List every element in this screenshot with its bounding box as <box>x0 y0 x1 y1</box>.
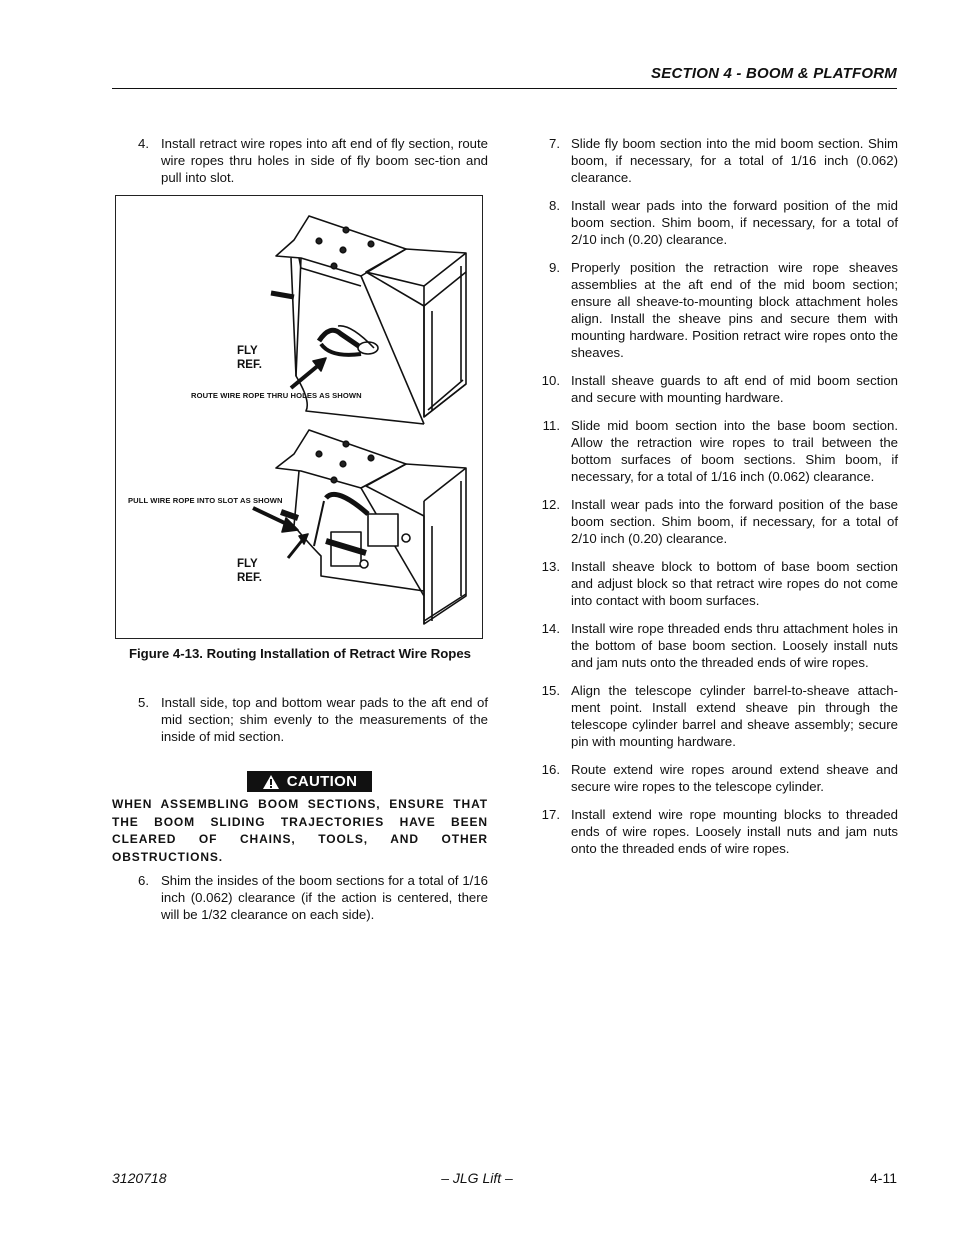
step-number: 10. <box>541 373 560 388</box>
footer-page-number: 4-11 <box>870 1170 897 1186</box>
fly-label-bottom-line1: FLY <box>237 558 258 570</box>
left-column-bottom <box>112 872 488 934</box>
step-text: Install wear pads into the forward position of the base boom section. Shim boom, if necessary, for a total of 2/10 inch (0.20) clearance. <box>571 497 898 546</box>
step-17 <box>530 806 898 857</box>
fly-section-bottom-drawing <box>253 430 466 624</box>
step-9 <box>530 259 898 361</box>
step-10 <box>530 372 898 406</box>
step-number: 17. <box>541 807 560 822</box>
boom-diagram <box>116 196 482 638</box>
fly-label-bottom-line2: REF. <box>237 572 262 584</box>
step-7 <box>530 135 898 186</box>
step-text: Install wire rope threaded ends thru attachment holes in the bottom of base boom section. Loosely install nuts and jam nuts onto the threaded ends of wire ropes. <box>571 621 898 670</box>
step-text: Install extend wire rope mounting blocks to threaded ends of wire ropes. Loosely install nuts and jam nuts onto the threaded ends of wire ropes. <box>571 807 898 856</box>
step-14 <box>530 620 898 671</box>
caution-label: CAUTION <box>286 773 358 790</box>
caution-badge <box>247 771 372 792</box>
step-number: 13. <box>541 559 560 574</box>
section-title: SECTION 4 - BOOM & PLATFORM <box>651 65 897 82</box>
step-number: 9. <box>549 260 560 275</box>
step-5 <box>112 694 488 745</box>
step-text: Slide mid boom section into the base boom section. Allow the retraction wire ropes to trail between the bottom surfaces of boom sections. Shim boom, if necessary, for a total of 1/16 inch (0.062) clearance. <box>571 418 898 484</box>
footer-doc-number: 3120718 <box>112 1170 167 1186</box>
footer-brand: – JLG Lift – <box>441 1170 513 1186</box>
figure-caption: Figure 4-13. Routing Installation of Retract Wire Ropes <box>128 646 472 661</box>
step-text: Route extend wire ropes around extend sheave and secure wire ropes to the telescope cylinder. <box>571 762 898 794</box>
step-12 <box>530 496 898 547</box>
step-number: 7. <box>549 136 560 151</box>
fly-label-top-line1: FLY <box>237 345 258 357</box>
step-8 <box>530 197 898 248</box>
step-text: Slide fly boom section into the mid boom section. Shim boom, if necessary, for a total of 1/16 inch (0.062) clearance. <box>571 136 898 185</box>
step-number: 16. <box>541 762 560 777</box>
step-text: Install retract wire ropes into aft end of fly section, route wire ropes thru holes in side of fly boom sec-tion and pull into slot. <box>161 136 488 185</box>
step-13 <box>530 558 898 609</box>
step-text: Install wear pads into the forward position of the mid boom section. Shim boom, if necessary, for a total of 2/10 inch (0.20) clearance. <box>571 198 898 247</box>
fly-ref-label-bottom <box>237 557 262 585</box>
fly-ref-label-top <box>237 344 262 372</box>
caution-text: WHEN ASSEMBLING BOOM SECTIONS, ENSURE THAT THE BOOM SLIDING TRAJECTORIES HAVE BEEN CLEARED OF CHAINS, TOOLS, AND OTHER OBSTRUCTIONS. <box>112 797 488 864</box>
left-column-mid <box>112 694 488 756</box>
step-6 <box>112 872 488 923</box>
step-number: 8. <box>549 198 560 213</box>
figure-4-13 <box>115 195 483 639</box>
step-text: Install sheave block to bottom of base boom section and adjust block so that retract wire ropes do not come into contact with boom surfaces. <box>571 559 898 608</box>
warning-triangle-icon <box>262 774 280 790</box>
step-number: 6. <box>138 873 149 888</box>
step-text: Align the telescope cylinder barrel-to-sheave attach-ment point. Install extend sheave pin through the telescope cylinder barrel and sheave assembly; secure pin with mounting hardware. <box>571 683 898 749</box>
header-rule <box>112 88 897 89</box>
step-4 <box>112 135 488 186</box>
right-column <box>530 135 898 868</box>
fly-label-top-line2: REF. <box>237 359 262 371</box>
pull-note: PULL WIRE ROPE INTO SLOT AS SHOWN <box>128 496 283 505</box>
step-text: Shim the insides of the boom sections for a total of 1/16 inch (0.062) clearance (if the action is centered, there will be 1/32 clearance on each side). <box>161 873 488 922</box>
step-15 <box>530 682 898 750</box>
step-number: 11. <box>542 418 560 433</box>
route-note: ROUTE WIRE ROPE THRU HOLES AS SHOWN <box>191 391 362 400</box>
step-16 <box>530 761 898 795</box>
step-text: Properly position the retraction wire rope sheaves assemblies at the aft end of the mid boom section; ensure all sheave-to-mounting block attachment holes align. Install the sheave pins and secure them with mounting hardware. Position retract wire ropes onto the sheaves. <box>571 260 898 360</box>
step-11 <box>530 417 898 485</box>
step-text: Install side, top and bottom wear pads to the aft end of mid section; shim evenly to the measurements of the inside of mid section. <box>161 695 488 744</box>
step-number: 4. <box>138 136 149 151</box>
step-number: 5. <box>138 695 149 710</box>
step-number: 12. <box>541 497 560 512</box>
step-number: 14. <box>541 621 560 636</box>
step-number: 15. <box>541 683 560 698</box>
left-column-top <box>112 135 488 197</box>
step-text: Install sheave guards to aft end of mid boom section and secure with mounting hardware. <box>571 373 898 405</box>
